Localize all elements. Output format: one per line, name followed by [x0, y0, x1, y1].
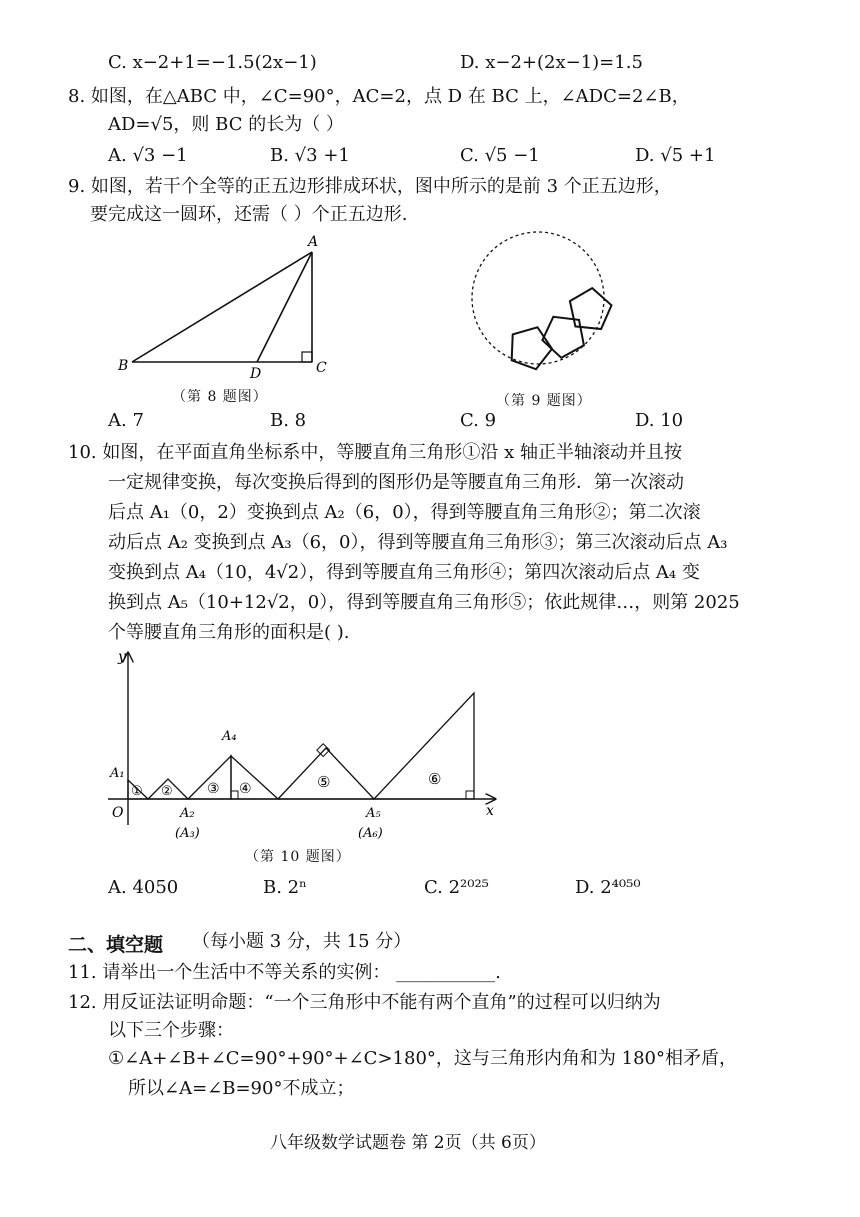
y-axis-label: y [118, 649, 126, 665]
q9-option-a: A. 7 [108, 410, 144, 431]
q10-stem-line2: 一定规律变换，每次变换后得到的图形仍是等腰直角三角形．第一次滚动 [108, 472, 684, 493]
q10-option-d: D. 2⁴⁰⁵⁰ [575, 877, 641, 898]
q9-caption: （第 9 题图） [496, 393, 592, 409]
q8-option-a: A. √3 −1 [108, 145, 188, 166]
q10-option-b: B. 2ⁿ [263, 877, 307, 898]
triangle-label-1: ① [131, 784, 143, 799]
q9-stem-line2: 要完成这一圆环，还需（ ）个正五边形. [90, 204, 408, 225]
right-angle-mark [466, 791, 474, 799]
section-heading-note: （每小题 3 分，共 15 分） [192, 931, 412, 952]
label-a1: A₁ [110, 766, 125, 781]
triangle-label-3: ③ [207, 781, 220, 797]
label-b: B [118, 358, 129, 374]
label-a: A [308, 234, 319, 250]
q10-stem-line7: 个等腰直角三角形的面积是( ). [108, 622, 350, 643]
q9-option-c: C. 9 [460, 410, 497, 431]
x-axis-label: x [486, 803, 494, 819]
q10-figure [100, 645, 520, 845]
q8-stem-line1: 8. 如图，在△ABC 中，∠C=90°，AC=2，点 D 在 BC 上，∠ADC=2∠B， [68, 86, 690, 107]
triangle-6 [374, 693, 474, 799]
q8-option-d: D. √5 +1 [635, 145, 716, 166]
q8-option-b: B. √3 +1 [270, 145, 350, 166]
section-heading: 二、填空题 [68, 934, 164, 956]
triangle-label-5: ⑤ [317, 773, 331, 791]
origin-label: O [112, 805, 124, 821]
q10-option-a: A. 4050 [108, 877, 179, 898]
label-a4: A₄ [222, 729, 237, 744]
q9-option-b: B. 8 [270, 410, 307, 431]
page-footer: 八年级数学试题卷 第 2页（共 6页） [270, 1133, 546, 1153]
q10-stem-line6: 换到点 A₅（10+12√2，0），得到等腰直角三角形⑤；依此规律…，则第 2025 [108, 592, 740, 613]
q10-stem-line3: 后点 A₁（0，2）变换到点 A₂（6，0），得到等腰直角三角形②；第二次滚 [108, 502, 701, 523]
q12-line2: 以下三个步骤： [108, 1020, 234, 1041]
right-angle-mark [231, 791, 238, 799]
right-angle-mark [302, 352, 312, 362]
label-c: C [316, 360, 327, 376]
q7-option-d: D. x−2+(2x−1)=1.5 [460, 52, 643, 73]
q9-figure [460, 230, 630, 390]
q12-line1: 12. 用反证法证明命题：“一个三角形中不能有两个直角”的过程可以归纳为 [68, 992, 661, 1013]
q8-stem-line2: AD=√5，则 BC 的长为（ ） [108, 114, 344, 135]
q12-line3: ①∠A+∠B+∠C=90°+90°+∠C>180°，这与三角形内角和为 180°相矛盾， [108, 1048, 737, 1069]
label-d: D [250, 366, 262, 382]
q10-caption: （第 10 题图） [245, 849, 351, 865]
q9-option-d: D. 10 [635, 410, 684, 431]
q12-line4: 所以∠A=∠B=90°不成立； [128, 1078, 355, 1099]
triangle-label-4: ④ [239, 781, 252, 797]
q8-option-c: C. √5 −1 [460, 145, 540, 166]
pentagon-3 [570, 288, 612, 329]
label-a2: A₂ [180, 806, 195, 821]
triangle-label-2: ② [161, 784, 173, 799]
q8-caption: （第 8 题图） [172, 389, 268, 405]
label-a3: (A₃) [175, 826, 200, 841]
q9-stem-line1: 9. 如图，若干个全等的正五边形排成环状，图中所示的是前 3 个正五边形， [68, 176, 672, 197]
q10-option-c: C. 2²⁰²⁵ [424, 877, 489, 898]
q10-stem-line1: 10. 如图，在平面直角坐标系中，等腰直角三角形①沿 x 轴正半轴滚动并且按 [68, 442, 682, 463]
q10-stem-line4: 动后点 A₂ 变换到点 A₃（6，0），得到等腰直角三角形③；第三次滚动后点 A₃ [108, 532, 728, 553]
q8-figure [110, 230, 350, 390]
q7-option-c: C. x−2+1=−1.5(2x−1) [108, 52, 317, 73]
triangle-label-6: ⑥ [428, 770, 442, 788]
q10-stem-line5: 变换到点 A₄（10，4√2），得到等腰直角三角形④；第四次滚动后点 A₄ 变 [108, 562, 700, 583]
label-a5: A₅ [366, 806, 381, 821]
label-a6: (A₆) [358, 826, 383, 841]
q11-text: 11. 请举出一个生活中不等关系的实例： ___________. [68, 962, 501, 983]
